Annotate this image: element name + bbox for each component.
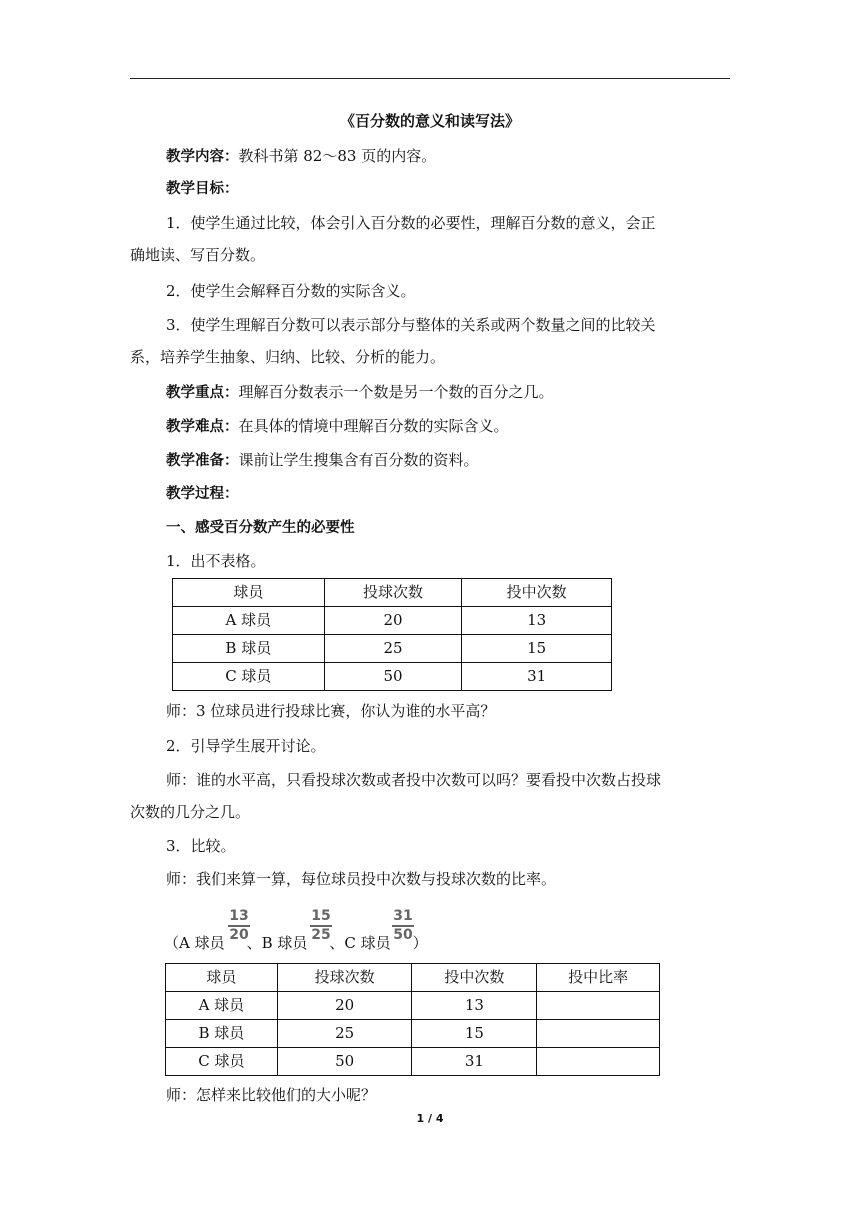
difficulty-text: 在具体的情境中理解百分数的实际含义。	[238, 417, 509, 435]
data-table-2	[165, 963, 660, 1076]
table-cell	[537, 1020, 660, 1048]
table-cell: 13	[412, 992, 537, 1020]
step-3: 3．比较。	[166, 837, 236, 855]
prep-label: 教学准备：	[166, 453, 239, 469]
table-cell: A 球员	[166, 992, 278, 1020]
fraction-numerator: 15	[311, 908, 331, 924]
table-cell: 50	[277, 1048, 412, 1076]
goal-2: 2．使学生会解释百分数的实际含义。	[166, 282, 416, 300]
table-row	[166, 992, 660, 1020]
table-row	[173, 607, 612, 635]
fraction-b	[310, 909, 332, 943]
fraction-numerator: 31	[393, 908, 413, 924]
content-text: 教科书第 82～83 页的内容。	[238, 147, 437, 165]
teacher-line-2a: 师：谁的水平高，只看投球次数或者投中次数可以吗？要看投中次数占投球	[166, 771, 662, 789]
prep-text: 课前让学生搜集含有百分数的资料。	[238, 451, 479, 469]
table-cell	[537, 1048, 660, 1076]
table-row	[166, 1020, 660, 1048]
fraction-denominator: 25	[311, 926, 331, 943]
ratio-c-label: 、C 球员	[329, 934, 391, 952]
goal-1-line-b: 确地读、写百分数。	[130, 246, 266, 264]
table-cell: 25	[277, 1020, 412, 1048]
difficulty-line	[166, 415, 509, 438]
table-header-cell: 投中比率	[537, 964, 660, 992]
table-header-row	[173, 579, 612, 607]
table-header-cell: 投中次数	[412, 964, 537, 992]
step-2: 2．引导学生展开讨论。	[166, 737, 326, 755]
data-table-1	[172, 578, 612, 691]
table-cell: 15	[412, 1020, 537, 1048]
prep-line	[166, 449, 479, 472]
section-heading: 一、感受百分数产生的必要性	[166, 520, 355, 536]
document-title: 《百分数的意义和读写法》	[339, 112, 520, 130]
difficulty-label: 教学难点：	[166, 419, 239, 435]
table-header-cell: 投球次数	[277, 964, 412, 992]
table-header-cell: 球员	[173, 579, 325, 607]
table-cell: 20	[324, 607, 462, 635]
key-label: 教学重点：	[166, 385, 239, 401]
fraction-denominator: 50	[393, 926, 413, 943]
table-cell	[537, 992, 660, 1020]
table-cell: 15	[462, 635, 612, 663]
table-row	[166, 1048, 660, 1076]
key-line	[166, 381, 554, 404]
table-cell: C 球员	[173, 663, 325, 691]
table-cell: 31	[412, 1048, 537, 1076]
table-header-cell: 投中次数	[462, 579, 612, 607]
ratio-b-label: 、B 球员	[246, 934, 308, 952]
fraction-c	[392, 909, 414, 943]
goal-3-line-b: 系，培养学生抽象、归纳、比较、分析的能力。	[130, 348, 446, 366]
header-rule	[130, 78, 730, 79]
table-row	[173, 663, 612, 691]
table-cell: B 球员	[173, 635, 325, 663]
table-cell: C 球员	[166, 1048, 278, 1076]
page-number: 1 / 4	[416, 1112, 444, 1125]
step-1: 1．出不表格。	[166, 552, 266, 570]
table-cell: B 球员	[166, 1020, 278, 1048]
teacher-question-1: 师：3 位球员进行投球比赛，你认为谁的水平高？	[166, 702, 496, 720]
table-cell: 13	[462, 607, 612, 635]
process-label: 教学过程：	[166, 486, 239, 502]
fraction-a	[228, 909, 250, 943]
fraction-denominator: 20	[229, 926, 249, 943]
fraction-numerator: 13	[229, 908, 249, 924]
table-header-row	[166, 964, 660, 992]
content-label: 教学内容：	[166, 149, 239, 165]
table-cell: 31	[462, 663, 612, 691]
table-cell: 50	[324, 663, 462, 691]
content-line	[166, 145, 436, 168]
goal-1-line-a: 1．使学生通过比较，体会引入百分数的必要性，理解百分数的意义，会正	[166, 214, 656, 232]
goal-3-line-a: 3．使学生理解百分数可以表示部分与整体的关系或两个数量之间的比较关	[166, 316, 656, 334]
table-row	[173, 635, 612, 663]
teacher-question-last: 师：怎样来比较他们的大小呢？	[166, 1086, 377, 1104]
ratio-line	[164, 932, 428, 954]
table-header-cell: 球员	[166, 964, 278, 992]
ratio-close: ）	[412, 934, 428, 952]
table-cell: 20	[277, 992, 412, 1020]
table-cell: 25	[324, 635, 462, 663]
table-header-cell: 投球次数	[324, 579, 462, 607]
table-cell: A 球员	[173, 607, 325, 635]
key-text: 理解百分数表示一个数是另一个数的百分之几。	[238, 383, 554, 401]
ratio-open: （A 球员	[164, 934, 225, 952]
teacher-line-3: 师：我们来算一算，每位球员投中次数与投球次数的比率。	[166, 870, 557, 888]
teacher-line-2b: 次数的几分之几。	[130, 803, 251, 821]
goal-label: 教学目标：	[166, 181, 239, 197]
